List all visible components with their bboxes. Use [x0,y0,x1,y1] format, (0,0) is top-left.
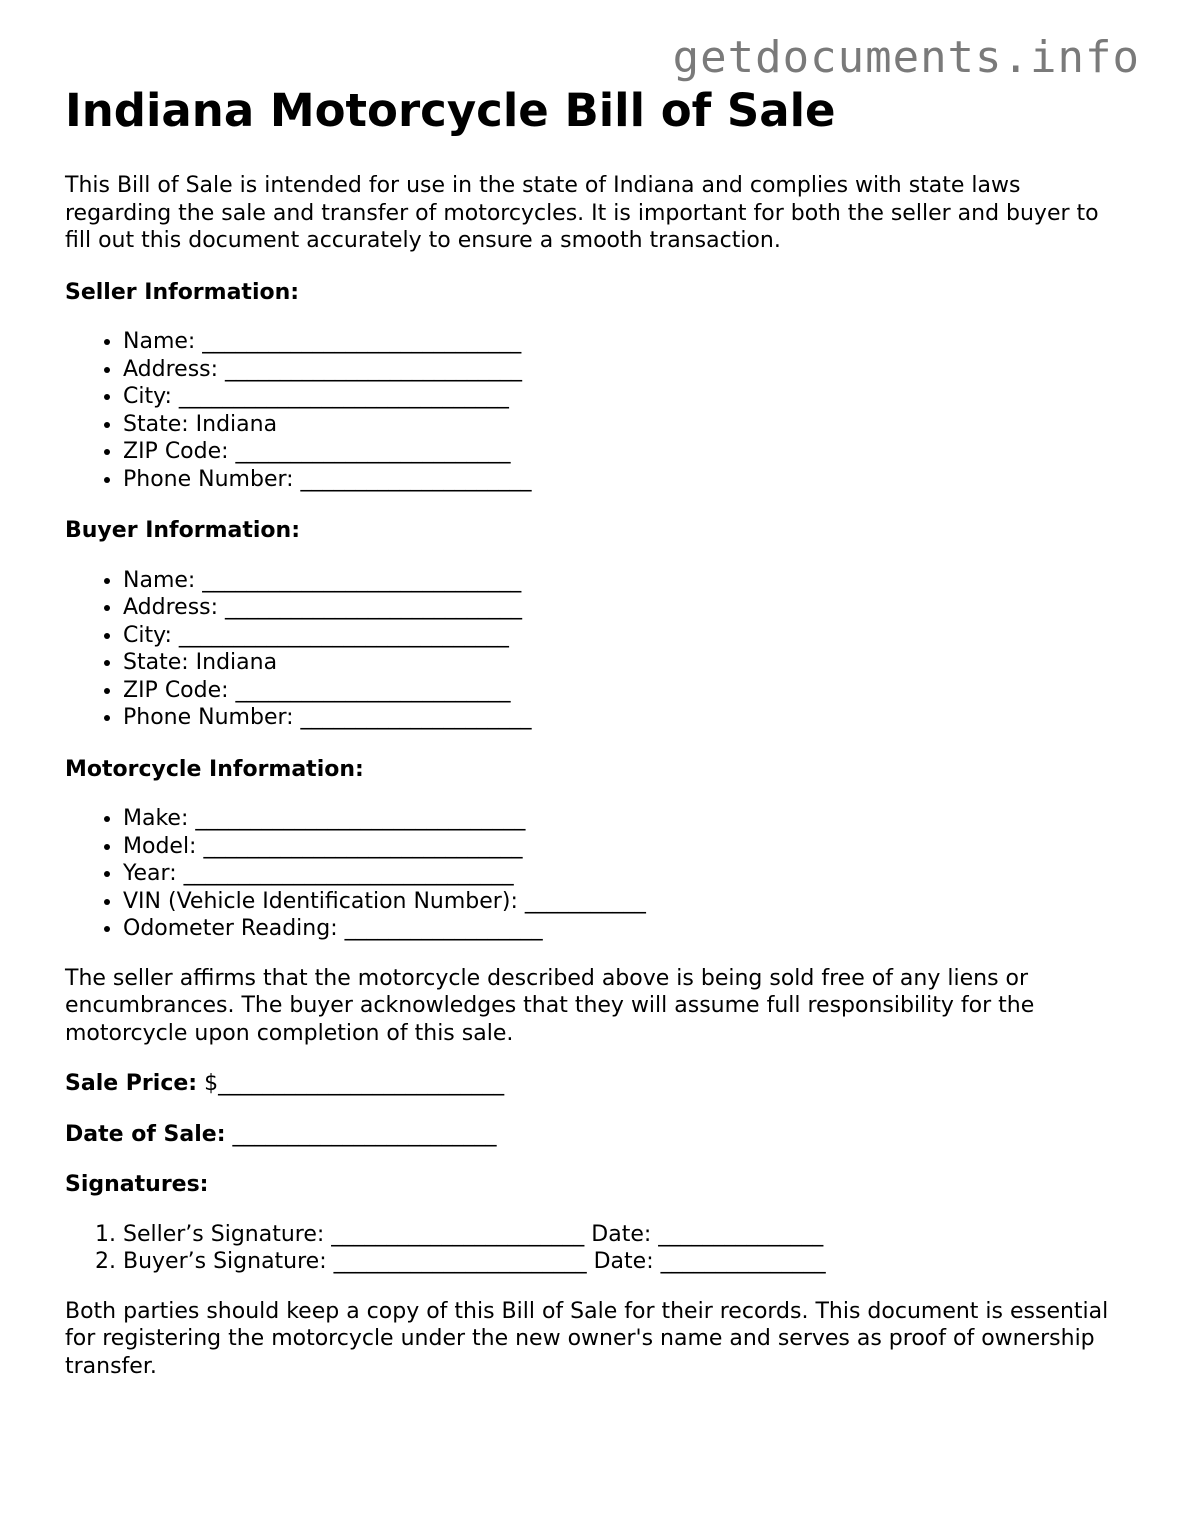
buyer-phone-field[interactable]: • Phone Number: _____________________ [123,704,1125,732]
closing-paragraph: Both parties should keep a copy of this Bill of Sale for their records. This document is essential for registering the motorcycle under the new owner's name and serves as proof of ownership transfer. [65,1298,1109,1379]
document-page [65,84,1125,1380]
signatures-list [65,1221,1125,1276]
motorcycle-vin-field[interactable]: • VIN (Vehicle Identification Number): ___________ [123,888,1125,916]
date-of-sale-field[interactable]: ________________________ [225,1121,497,1147]
seller-state-field: • State: Indiana [123,411,1125,439]
sale-price-line [65,1070,1125,1098]
motorcycle-model-field[interactable]: • Model: _____________________________ [123,833,1125,861]
sale-price-label: Sale Price: [65,1071,198,1096]
date-of-sale-line [65,1121,1125,1149]
motorcycle-year-field[interactable]: • Year: ______________________________ [123,860,1125,888]
seller-heading: Seller Information: [65,279,300,305]
date-of-sale-label: Date of Sale: [65,1121,226,1147]
signatures-heading: Signatures: [65,1172,209,1197]
buyer-city-field[interactable]: • City: ______________________________ [123,622,1125,650]
document-title: Indiana Motorcycle Bill of Sale [65,84,836,137]
affirmation-paragraph: The seller affirms that the motorcycle described above is being sold free of any liens or encumbrances. The buyer acknowledges that they will assume full responsibility for the motorcycle upon completion of this sale. [65,965,1035,1046]
motorcycle-heading: Motorcycle Information: [65,756,364,782]
buyer-state-field: • State: Indiana [123,649,1125,677]
buyer-zip-field[interactable]: • ZIP Code: _________________________ [123,677,1125,705]
motorcycle-make-field[interactable]: • Make: ______________________________ [123,805,1125,833]
buyer-list [65,567,1125,732]
seller-list [65,328,1125,493]
seller-city-field[interactable]: • City: ______________________________ [123,383,1125,411]
buyer-heading: Buyer Information: [65,518,300,543]
buyer-name-field[interactable]: • Name: _____________________________ [123,567,1125,595]
seller-signature-field[interactable]: 1. Seller’s Signature: _______________________ Date: _______________ [123,1221,1125,1249]
seller-address-field[interactable]: • Address: ___________________________ [123,356,1125,384]
buyer-signature-field[interactable]: 2. Buyer’s Signature: _______________________ Date: _______________ [123,1248,1125,1276]
seller-phone-field[interactable]: • Phone Number: _____________________ [123,466,1125,494]
watermark: getdocuments.info [672,32,1140,83]
motorcycle-odometer-field[interactable]: • Odometer Reading: __________________ [123,915,1125,943]
motorcycle-list [65,805,1125,943]
seller-name-field[interactable]: • Name: _____________________________ [123,328,1125,356]
intro-paragraph: This Bill of Sale is intended for use in the state of Indiana and complies with state laws regarding the sale and transfer of motorcycles. It is important for both the seller and buyer to fill out this document accurately to ensure a smooth transaction. [65,173,1099,253]
seller-zip-field[interactable]: • ZIP Code: _________________________ [123,438,1125,466]
sale-price-field[interactable]: $__________________________ [197,1071,505,1096]
buyer-address-field[interactable]: • Address: ___________________________ [123,594,1125,622]
